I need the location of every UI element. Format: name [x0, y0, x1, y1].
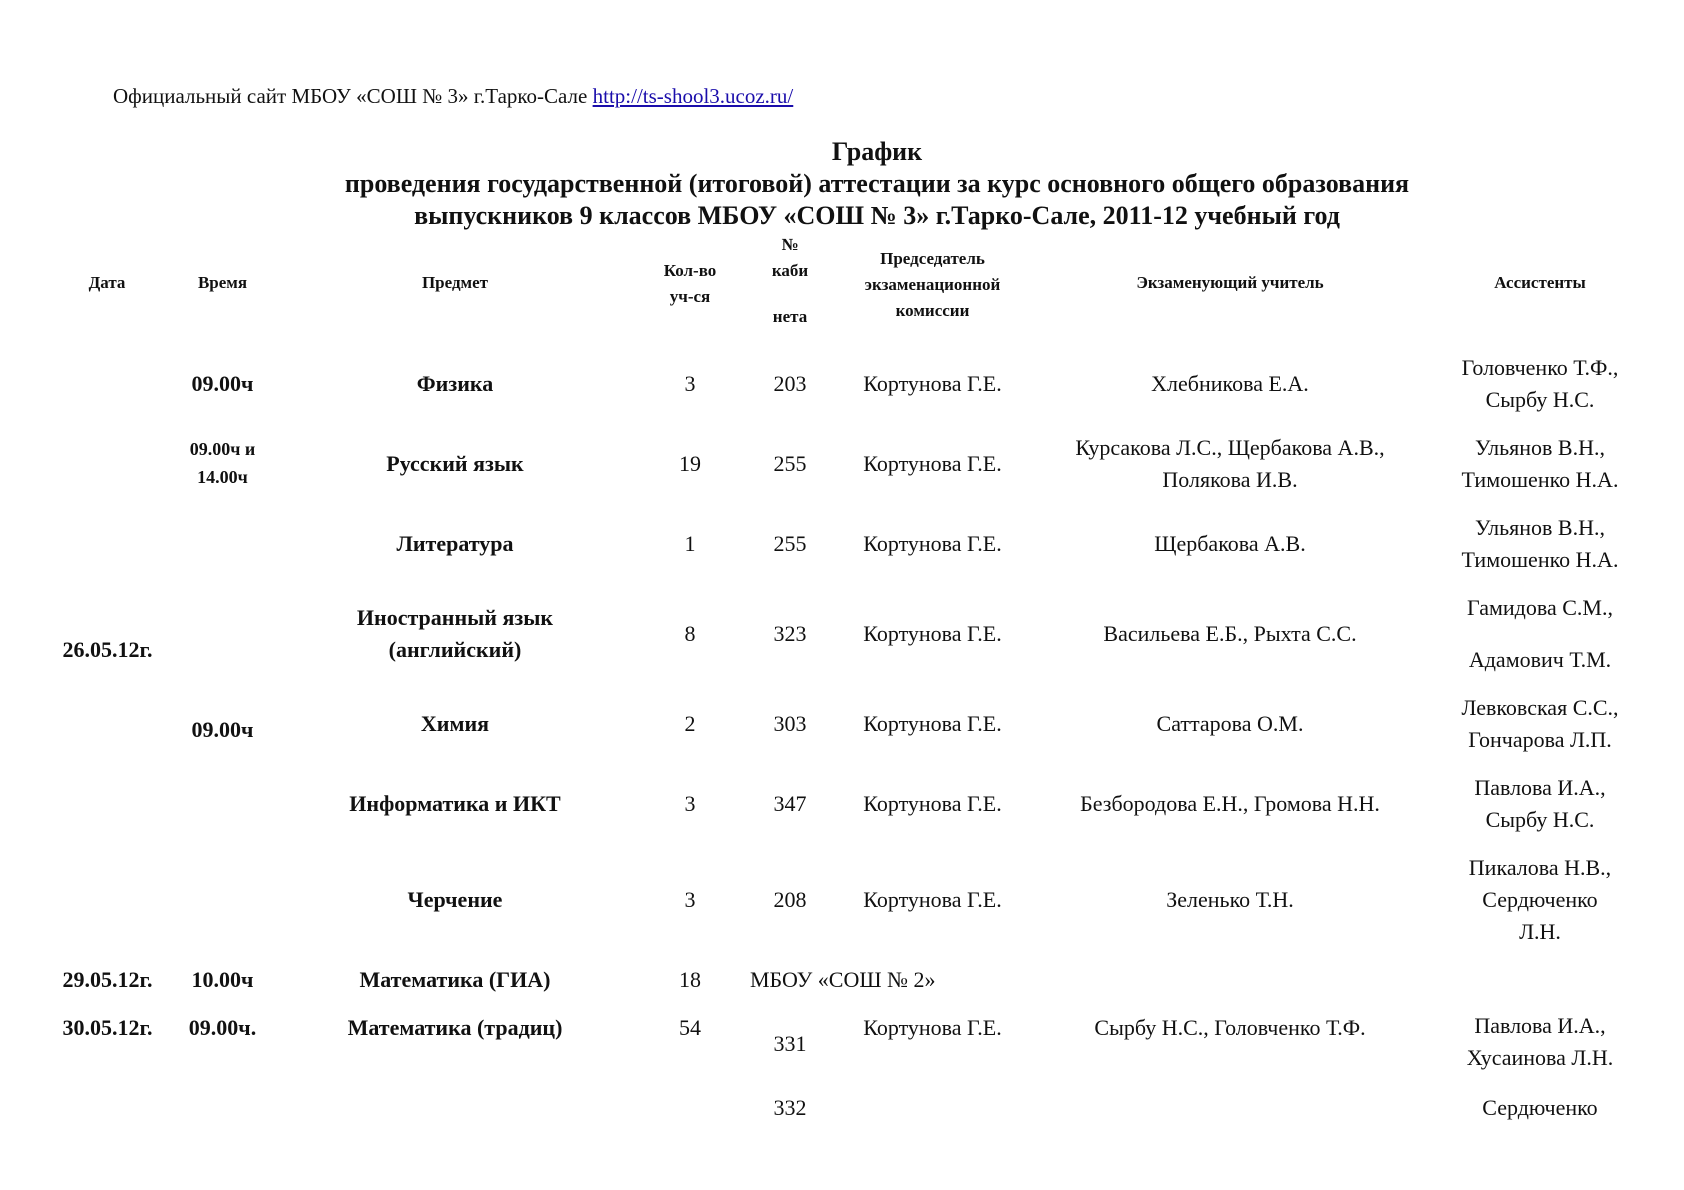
- row-math-gia-count: 18: [679, 967, 701, 992]
- header-chair-line-3: комиссии: [895, 301, 970, 320]
- time-russian: [170, 433, 275, 493]
- row-math-trad-subject: Математика (традиц): [347, 1015, 563, 1040]
- assistant: Ульянов В.Н.,: [1475, 435, 1605, 460]
- row-physics-assistants: [1430, 350, 1650, 418]
- assistant: Ульянов В.Н.,: [1475, 515, 1605, 540]
- row-physics-chair: Кортунова Г.Е.: [863, 371, 1002, 396]
- row-foreign-subject: [300, 600, 610, 668]
- row-extra-room: 332: [773, 1095, 807, 1120]
- row-literature-room: 255: [773, 531, 807, 556]
- row-math-gia-location: МБОУ «СОШ № 2»: [750, 967, 936, 992]
- row-math-trad-count: 54: [679, 1015, 701, 1040]
- row-informatics-chair: Кортунова Г.Е.: [863, 791, 1002, 816]
- teacher-line: Полякова И.В.: [1162, 467, 1298, 492]
- header-chair: [840, 244, 1025, 326]
- row-physics-subject: Физика: [416, 371, 494, 396]
- row-foreign-count: 8: [684, 621, 696, 646]
- row-physics-count: 3: [684, 371, 696, 396]
- row-literature-chair: Кортунова Г.Е.: [863, 531, 1002, 556]
- row-physics-room: 203: [773, 371, 807, 396]
- row-literature-assistants: [1430, 510, 1650, 578]
- row-drawing-room: 208: [773, 887, 807, 912]
- row-chemistry-assistants: [1430, 690, 1650, 758]
- row-math-trad-room: 331: [773, 1031, 807, 1056]
- assistant: Павлова И.А.,: [1474, 775, 1606, 800]
- assistant: Головченко Т.Ф.,: [1461, 355, 1619, 380]
- assistant: Левковская С.С.,: [1461, 695, 1619, 720]
- assistant: Сердюченко: [1482, 887, 1598, 912]
- row-russian-subject: Русский язык: [386, 451, 524, 476]
- header-chair-line-1: Председатель: [880, 249, 985, 268]
- assistant: Павлова И.А.,: [1474, 1013, 1606, 1038]
- row-informatics-room: 347: [773, 791, 807, 816]
- assistant: Сырбу Н.С.: [1485, 807, 1595, 832]
- header-date: Дата: [88, 273, 126, 292]
- assistant: Гамидова С.М.,: [1467, 595, 1613, 620]
- row-foreign-chair: Кортунова Г.Е.: [863, 621, 1002, 646]
- assistant: Адамович Т.М.: [1468, 647, 1612, 672]
- row-chemistry-room: 303: [773, 711, 807, 736]
- row-drawing-teacher: Зеленько Т.Н.: [1166, 887, 1294, 912]
- document-title: [0, 136, 1684, 232]
- row-math-trad-chair: Кортунова Г.Е.: [863, 1015, 1002, 1040]
- row-chemistry-count: 2: [684, 711, 696, 736]
- row-informatics-count: 3: [684, 791, 696, 816]
- row-informatics-subject: Информатика и ИКТ: [349, 791, 561, 816]
- header-room: [750, 232, 830, 332]
- row-chemistry-teacher: Саттарова О.М.: [1156, 711, 1304, 736]
- assistant: Л.Н.: [1519, 919, 1561, 944]
- site-line: [113, 84, 793, 109]
- assistant: Сырбу Н.С.: [1485, 387, 1595, 412]
- row-math-trad-teacher: Сырбу Н.С., Головченко Т.Ф.: [1094, 1015, 1366, 1040]
- row-drawing-assistants: [1430, 850, 1650, 950]
- assistant: Пикалова Н.В.,: [1468, 855, 1612, 880]
- time-math-trad: 09.00ч.: [188, 1015, 257, 1040]
- subject-line: Иностранный язык: [356, 605, 554, 630]
- title-line-1: График: [831, 137, 923, 166]
- row-chemistry-subject: Химия: [420, 711, 490, 736]
- row-chemistry-chair: Кортунова Г.Е.: [863, 711, 1002, 736]
- time-group: 09.00ч: [191, 717, 254, 742]
- date-29-05: 29.05.12г.: [62, 967, 153, 992]
- header-room-line-1: №: [781, 235, 799, 254]
- header-count-line-1: Кол-во: [663, 261, 717, 280]
- header-count: [640, 256, 740, 312]
- row-literature-count: 1: [684, 531, 696, 556]
- row-russian-count: 19: [679, 451, 701, 476]
- header-chair-line-2: экзаменационной: [864, 275, 1001, 294]
- row-drawing-chair: Кортунова Г.Е.: [863, 887, 1002, 912]
- date-26-05: 26.05.12г.: [62, 637, 153, 662]
- header-assistants: Ассистенты: [1494, 273, 1586, 292]
- row-foreign-room: 323: [773, 621, 807, 646]
- title-line-2: проведения государственной (итоговой) аттестации за курс основного общего образования: [344, 169, 1410, 198]
- row-russian-assistants: [1430, 430, 1650, 498]
- header-time: Время: [197, 273, 248, 292]
- row-foreign-teacher: Васильева Е.Б., Рыхта С.С.: [1103, 621, 1357, 646]
- row-drawing-count: 3: [684, 887, 696, 912]
- row-informatics-teacher: Безбородова Е.Н., Громова Н.Н.: [1080, 791, 1380, 816]
- assistant: Гончарова Л.П.: [1468, 727, 1612, 752]
- row-drawing-subject: Черчение: [407, 887, 503, 912]
- header-count-line-2: уч-ся: [669, 287, 711, 306]
- row-math-trad-assistants: [1430, 1008, 1650, 1076]
- site-prefix: Официальный сайт МБОУ «СОШ № 3» г.Тарко-Сале: [113, 84, 588, 108]
- time-russian-line-2: 14.00ч: [197, 467, 248, 487]
- row-russian-chair: Кортунова Г.Е.: [863, 451, 1002, 476]
- teacher-line: Курсакова Л.С., Щербакова А.В.,: [1075, 435, 1385, 460]
- header-room-line-3: нета: [772, 307, 808, 326]
- time-physics: 09.00ч: [191, 371, 254, 396]
- subject-line: (английский): [388, 637, 522, 662]
- header-teacher: Экзаменующий учитель: [1136, 273, 1324, 292]
- row-physics-teacher: Хлебникова Е.А.: [1151, 371, 1309, 396]
- date-30-05: 30.05.12г.: [62, 1015, 153, 1040]
- time-math-gia: 10.00ч: [191, 967, 254, 992]
- title-line-3: выпускников 9 классов МБОУ «СОШ № 3» г.Тарко-Сале, 2011-12 учебный год: [414, 201, 1340, 230]
- row-literature-subject: Литература: [396, 531, 514, 556]
- row-literature-teacher: Щербакова А.В.: [1154, 531, 1306, 556]
- row-math-gia-subject: Математика (ГИА): [359, 967, 551, 992]
- assistant: Тимошенко Н.А.: [1461, 547, 1619, 572]
- row-russian-room: 255: [773, 451, 807, 476]
- time-russian-line-1: 09.00ч и: [189, 439, 256, 459]
- header-subject: Предмет: [421, 273, 489, 292]
- assistant: Хусаинова Л.Н.: [1466, 1045, 1614, 1070]
- assistant: Сердюченко: [1482, 1095, 1598, 1120]
- assistant: Тимошенко Н.А.: [1461, 467, 1619, 492]
- site-link[interactable]: http://ts-shool3.ucoz.ru/: [592, 84, 794, 108]
- row-russian-teacher: [1040, 430, 1420, 498]
- header-room-line-2: каби: [771, 261, 809, 280]
- row-informatics-assistants: [1430, 770, 1650, 838]
